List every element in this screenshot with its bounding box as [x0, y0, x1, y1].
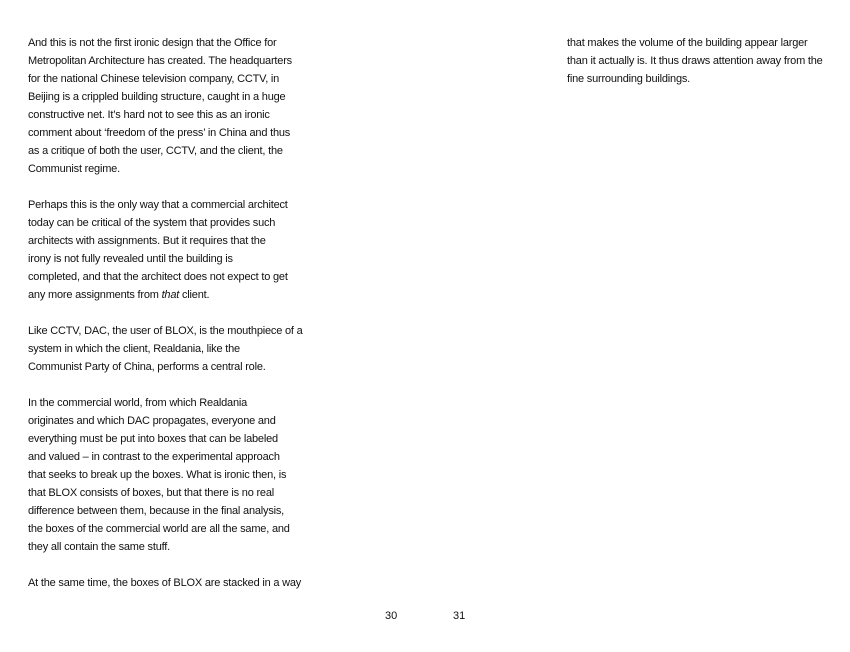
text-line: everything must be put into boxes that can be labeled: [28, 433, 278, 445]
text-line: today can be critical of the system that provides such: [28, 217, 276, 229]
text-line: system in which the client, Realdania, like the: [28, 343, 240, 355]
text-line: Metropolitan Architecture has created. The headquarters: [28, 55, 292, 67]
page-number-right: 31: [453, 610, 466, 622]
paragraph-1: [28, 34, 296, 178]
paragraph-5: [28, 574, 302, 592]
text-line: comment about ‘freedom of the press’ in China and thus: [28, 127, 291, 139]
text-line: Beijing is a crippled building structure, caught in a huge: [28, 91, 286, 103]
text-line: that makes the volume of the building appear larger: [567, 37, 808, 49]
right-text-column: [567, 34, 837, 88]
text-line: as a critique of both the user, CCTV, and the client, the: [28, 145, 283, 157]
text-line: Perhaps this is the only way that a commercial architect: [28, 199, 288, 211]
text-line: fine surrounding buildings.: [567, 73, 691, 85]
emphasized-word: that: [161, 289, 180, 301]
text-line: In the commercial world, from which Realdania: [28, 397, 248, 409]
text-line: and valued – in contrast to the experimental approach: [28, 451, 280, 463]
text-line-with-emphasis: [28, 286, 296, 304]
text-line: At the same time, the boxes of BLOX are stacked in a way: [28, 577, 302, 589]
text-line: Communist Party of China, performs a central role.: [28, 361, 266, 373]
left-text-column: [28, 34, 303, 592]
text-line: constructive net. It’s hard not to see this as an ironic: [28, 109, 270, 121]
text-line: for the national Chinese television company, CCTV, in: [28, 73, 280, 85]
text-line: originates and which DAC propagates, everyone and: [28, 415, 276, 427]
paragraph-3: [28, 322, 303, 376]
paragraph-2: [28, 196, 296, 304]
page-number-left: 30: [385, 610, 398, 622]
text-run: client.: [179, 289, 210, 301]
text-line: Communist regime.: [28, 163, 120, 175]
paragraph-4: [28, 394, 296, 556]
text-line: completed, and that the architect does not expect to get: [28, 271, 288, 283]
text-line: difference between them, because in the final analysis,: [28, 505, 285, 517]
right-page: [425, 0, 850, 652]
text-line: that seeks to break up the boxes. What is ironic then, is: [28, 469, 287, 481]
paragraph-1: [567, 34, 837, 88]
text-line: Like CCTV, DAC, the user of BLOX, is the mouthpiece of a: [28, 325, 303, 337]
text-run: any more assignments from: [28, 289, 162, 301]
text-line: that BLOX consists of boxes, but that there is no real: [28, 487, 275, 499]
text-line: than it actually is. It thus draws attention away from the: [567, 55, 823, 67]
text-line: they all contain the same stuff.: [28, 541, 170, 553]
text-line: the boxes of the commercial world are all the same, and: [28, 523, 290, 535]
text-line: irony is not fully revealed until the building is: [28, 253, 233, 265]
text-line: architects with assignments. But it requires that the: [28, 235, 266, 247]
text-line: And this is not the first ironic design that the Office for: [28, 37, 277, 49]
